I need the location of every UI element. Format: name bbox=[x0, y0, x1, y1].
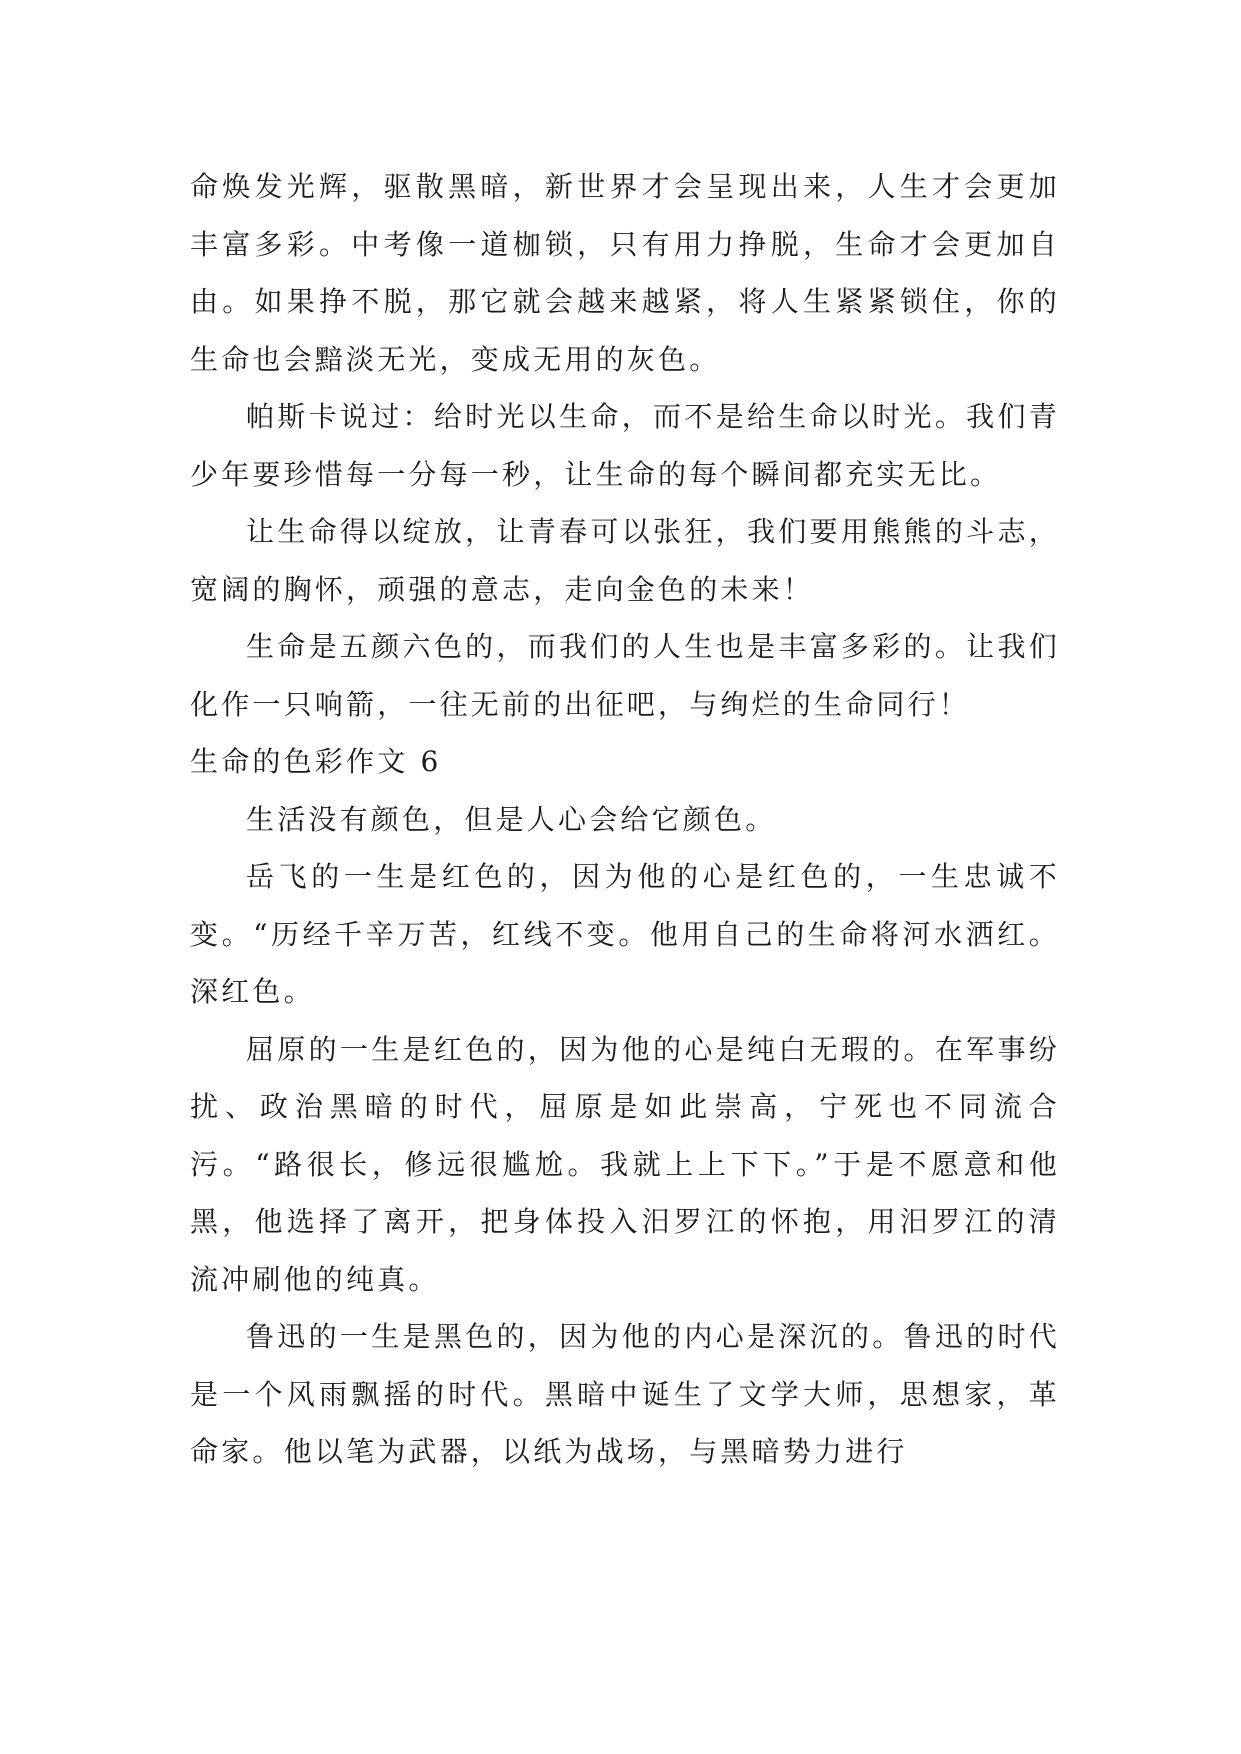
article-body bbox=[190, 158, 1060, 1481]
section-heading: 生命的色彩作文 6 bbox=[190, 745, 442, 778]
paragraph-qu-yuan: 屈原的一生是红色的，因为他的心是纯白无瑕的。在军事纷扰、政治黑暗的时代，屈原是如此崇高，宁死也不同流合污。“路很长，修远很尴尬。我就上上下下。”于是不愿意和他黑，他选择了离开，把身体投入汨罗江的怀抱，用汨罗江的清流冲刷他的纯真。 bbox=[190, 1032, 1060, 1296]
paragraph-lu-xun: 鲁迅的一生是黑色的，因为他的内心是深沉的。鲁迅的时代是一个风雨飘摇的时代。黑暗中诞生了文学大师，思想家，革命家。他以笔为武器，以纸为战场，与黑暗势力进行 bbox=[190, 1320, 1060, 1468]
paragraph-life-color: 生活没有颜色，但是人心会给它颜色。 bbox=[246, 802, 777, 836]
paragraph-yue-fei: 岳飞的一生是红色的，因为他的心是红色的，一生忠诚不变。“历经千辛万苦，红线不变。他用自己的生命将河水洒红。深红色。 bbox=[190, 860, 1060, 1008]
paragraph-colorful-life: 生命是五颜六色的，而我们的人生也是丰富多彩的。让我们化作一只响箭，一往无前的出征吧，与绚烂的生命同行！ bbox=[190, 630, 1060, 721]
paragraph-pascal-quote: 帕斯卡说过：给时光以生命，而不是给生命以时光。我们青少年要珍惜每一分每一秒，让生命的每个瞬间都充实无比。 bbox=[190, 400, 1060, 491]
paragraph-bloom: 让生命得以绽放，让青春可以张狂，我们要用熊熊的斗志，宽阔的胸怀，顽强的意志，走向金色的未来！ bbox=[190, 515, 1060, 606]
paragraph-continuation: 命焕发光辉，驱散黑暗，新世界才会呈现出来，人生才会更加丰富多彩。中考像一道枷锁，只有用力挣脱，生命才会更加自由。如果挣不脱，那它就会越来越紧，将人生紧紧锁住，你的生命也会黯淡无光，变成无用的灰色。 bbox=[190, 170, 1060, 376]
